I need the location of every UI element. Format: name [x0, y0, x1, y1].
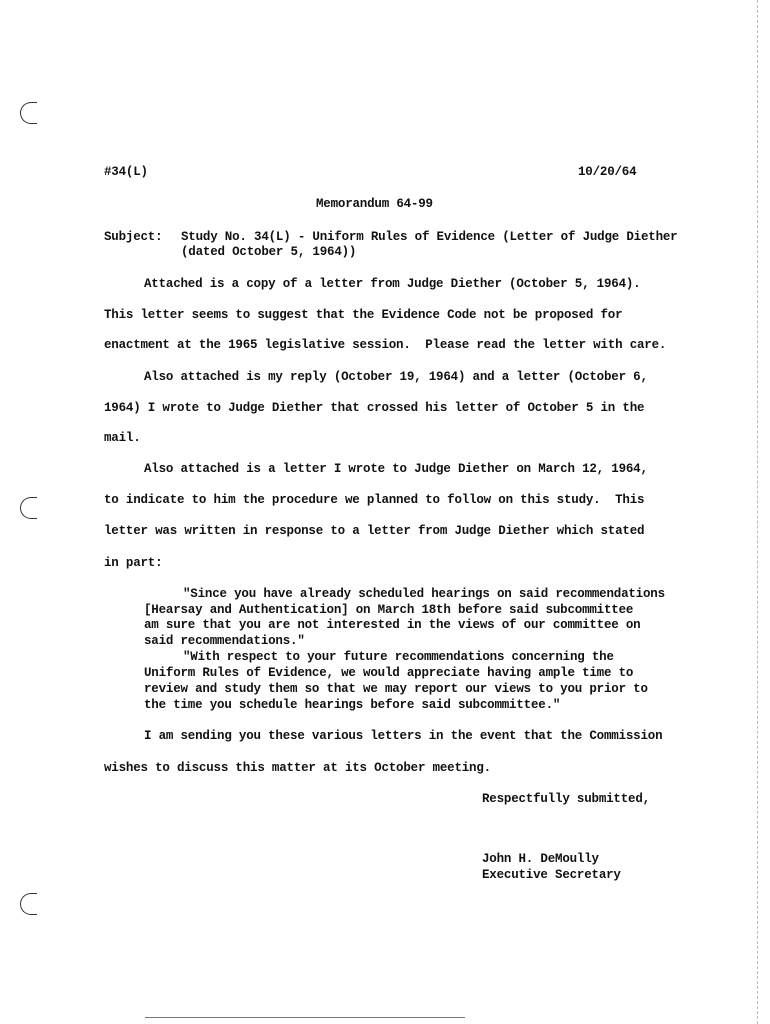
signature-name: John H. DeMoully [482, 852, 599, 866]
body-line: Attached is a copy of a letter from Judge Diether (October 5, 1964). [144, 277, 641, 291]
punch-hole-bottom [20, 893, 37, 915]
scan-artifact-line [145, 1017, 465, 1018]
quote-line: "Since you have already scheduled hearings on said recommendations [183, 587, 665, 601]
subject-line: (dated October 5, 1964)) [181, 245, 357, 259]
body-line: enactment at the 1965 legislative session. Please read the letter with care. [104, 338, 667, 352]
quote-line: the time you schedule hearings before said subcommittee." [144, 698, 561, 712]
body-line: 1964) I wrote to Judge Diether that crossed his letter of October 5 in the [104, 401, 645, 415]
scan-edge [757, 0, 758, 1024]
body-line: Also attached is a letter I wrote to Judge Diether on March 12, 1964, [144, 462, 648, 476]
body-line: mail. [104, 431, 141, 445]
punch-hole-middle [20, 497, 37, 519]
memo-date: 10/20/64 [578, 165, 637, 179]
file-number: #34(L) [104, 165, 148, 179]
signature-title: Executive Secretary [482, 868, 621, 882]
body-line: letter was written in response to a letter from Judge Diether which stated [104, 524, 645, 538]
body-line: I am sending you these various letters in the event that the Commission [144, 729, 663, 743]
quote-line: [Hearsay and Authentication] on March 18th before said subcommittee [144, 603, 634, 617]
quote-line: "With respect to your future recommendations concerning the [183, 650, 614, 664]
subject-line: Study No. 34(L) - Uniform Rules of Evidence (Letter of Judge Diether [181, 230, 678, 244]
quote-line: Uniform Rules of Evidence, we would appreciate having ample time to [144, 666, 634, 680]
body-line: wishes to discuss this matter at its October meeting. [104, 761, 491, 775]
quote-line: review and study them so that we may report our views to you prior to [144, 682, 648, 696]
quote-line: said recommendations." [144, 634, 305, 648]
subject-label: Subject: [104, 230, 163, 244]
quote-line: am sure that you are not interested in the views of our committee on [144, 618, 641, 632]
signoff: Respectfully submitted, [482, 792, 650, 806]
punch-hole-top [20, 102, 37, 124]
body-line: This letter seems to suggest that the Evidence Code not be proposed for [104, 308, 623, 322]
body-line: Also attached is my reply (October 19, 1964) and a letter (October 6, [144, 370, 648, 384]
body-line: to indicate to him the procedure we planned to follow on this study. This [104, 493, 645, 507]
body-line: in part: [104, 556, 163, 570]
memo-title: Memorandum 64-99 [316, 197, 433, 211]
